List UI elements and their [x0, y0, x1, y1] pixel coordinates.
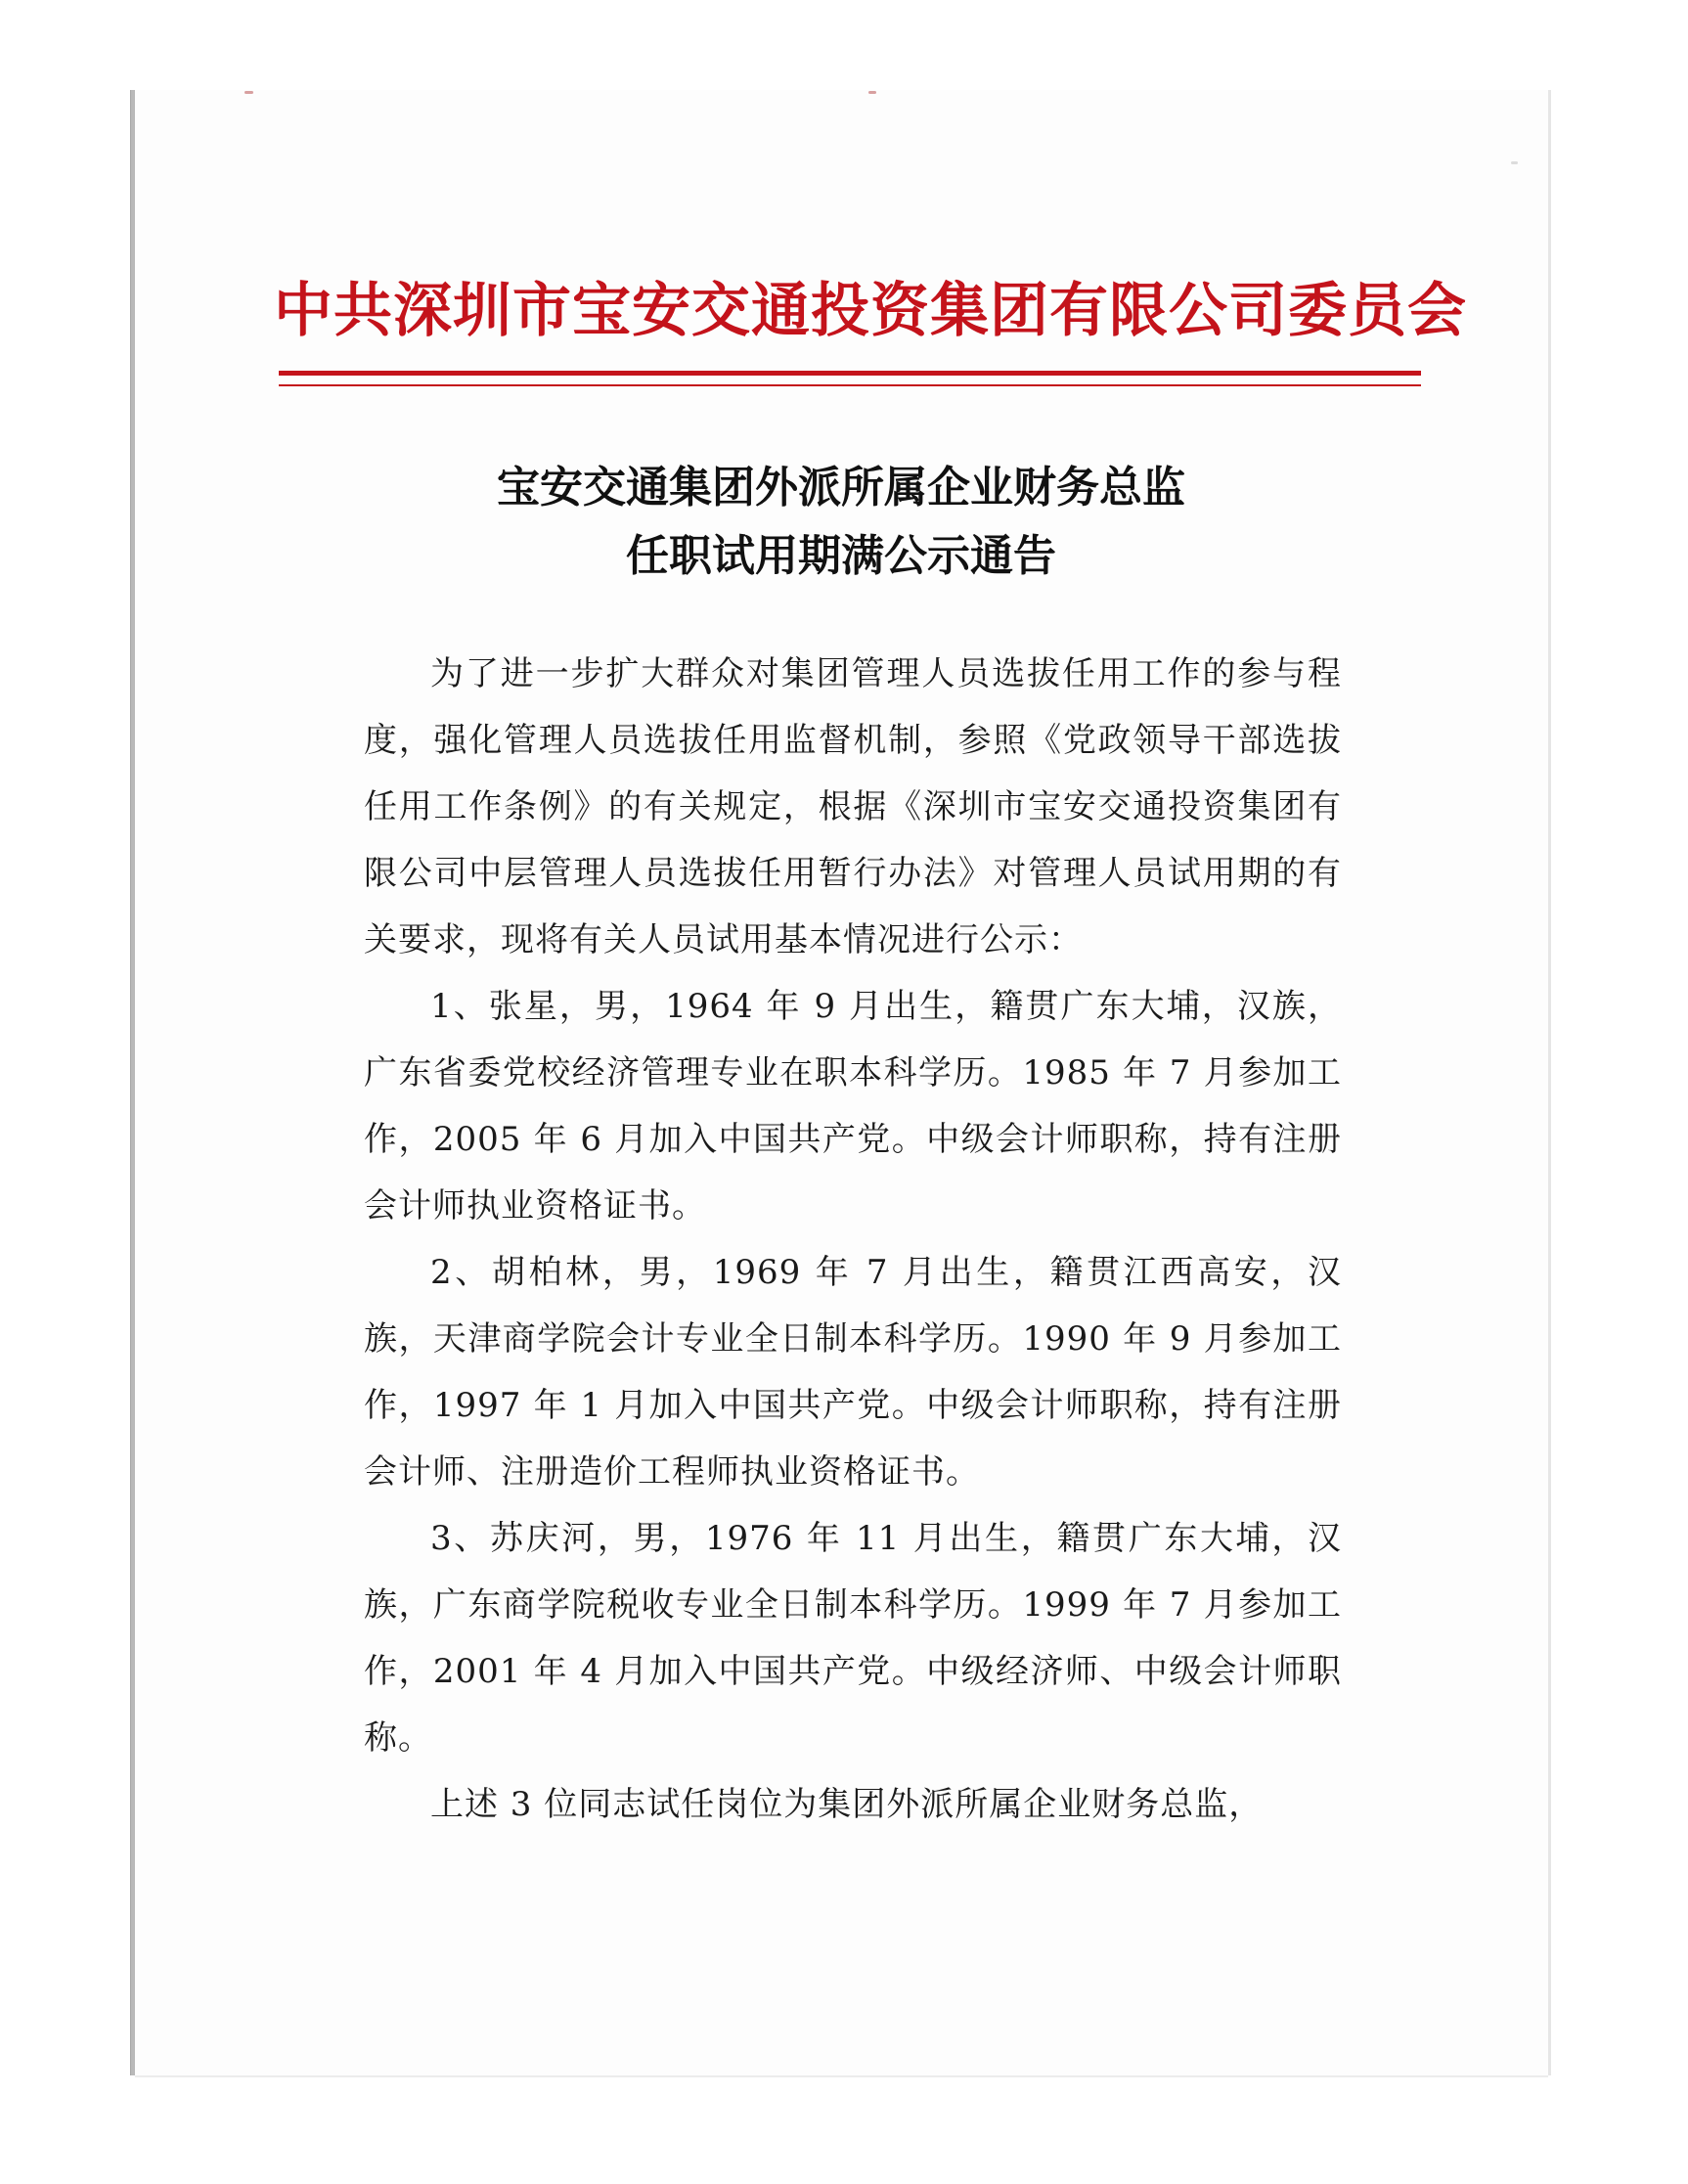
closing-paragraph: 上述 3 位同志试任岗位为集团外派所属企业财务总监， — [430, 1785, 1264, 1824]
candidate-paragraph-2: 2、胡柏林，男，1969 年 7 月出生，籍贯江西高安，汉族，天津商学院会计专业全日制本科学历。1990 年 9 月参加工作，1997 年 1 月加入中国共产党。中级会计师职称，持有注册会计师、注册造价工程师执业资格证书。 — [364, 1253, 1342, 1492]
print-speck — [868, 91, 876, 94]
candidate-paragraph-3: 3、苏庆河，男，1976 年 11 月出生，籍贯广东大埔，汉族，广东商学院税收专业全日制本科学历。1999 年 7 月参加工作，2001 年 4 月加入中国共产党。中级经济师、中级会计师职称。 — [364, 1519, 1342, 1758]
intro-paragraph: 为了进一步扩大群众对集团管理人员选拔任用工作的参与程度，强化管理人员选拔任用监督机制，参照《党政领导干部选拔任用工作条例》的有关规定，根据《深圳市宝安交通投资集团有限公司中层管理人员选拔任用暂行办法》对管理人员试用期的有关要求，现将有关人员试用基本情况进行公示： — [364, 654, 1342, 959]
notice-title-line-1: 宝安交通集团外派所属企业财务总监 — [497, 463, 1185, 513]
print-speck — [1511, 161, 1518, 164]
organization-header: 中共深圳市宝安交通投资集团有限公司委员会 — [274, 277, 1467, 345]
notice-title-line-2: 任职试用期满公示通告 — [626, 531, 1056, 581]
notice-body — [364, 641, 1342, 1838]
header-rule-thin — [279, 384, 1421, 386]
print-speck — [244, 91, 253, 94]
header-rule-thick — [279, 371, 1421, 376]
paper-left-edge — [130, 90, 133, 2075]
candidate-paragraph-1: 1、张星，男，1964 年 9 月出生，籍贯广东大埔，汉族，广东省委党校经济管理专业在职本科学历。1985 年 7 月参加工作，2005 年 6 月加入中国共产党。中级会计师职称，持有注册会计师执业资格证书。 — [364, 987, 1342, 1226]
